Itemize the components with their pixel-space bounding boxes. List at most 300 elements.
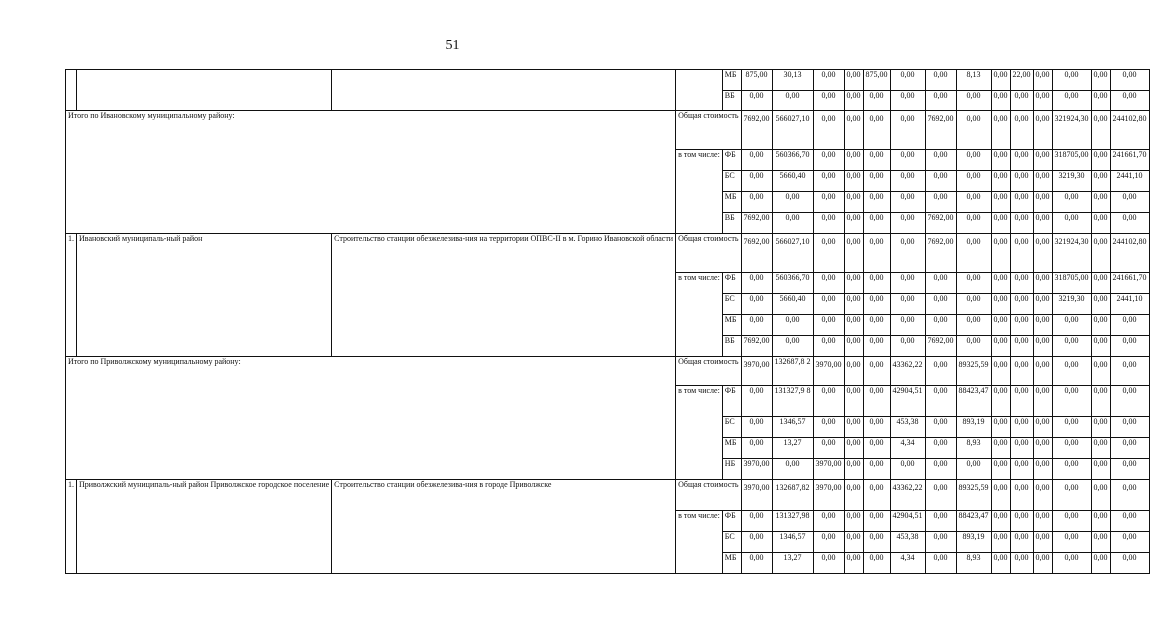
total-cost-label: Общая стоимость: [676, 357, 741, 386]
value-cell: 0,00: [1110, 553, 1149, 574]
value-cell: 132687,8 2: [772, 357, 813, 386]
value-cell: 0,00: [1010, 315, 1033, 336]
value-cell: 0,00: [844, 438, 863, 459]
section-total-label: Итого по Приволжскому муниципальному району:: [66, 357, 676, 480]
value-cell: 0,00: [1010, 336, 1033, 357]
value-cell: 0,00: [813, 294, 844, 315]
value-cell: 0,00: [1110, 511, 1149, 532]
including-label: в том числе:: [676, 511, 723, 574]
value-cell: 0,00: [1091, 315, 1110, 336]
value-cell: 7692,00: [925, 234, 956, 273]
value-cell: 0,00: [813, 532, 844, 553]
value-cell: 560366,70: [772, 150, 813, 171]
value-cell: 0,00: [956, 213, 991, 234]
value-cell: 22,00: [1010, 70, 1033, 91]
value-cell: 0,00: [1033, 438, 1052, 459]
value-cell: 0,00: [890, 150, 925, 171]
value-cell: 0,00: [890, 459, 925, 480]
value-cell: 0,00: [1033, 532, 1052, 553]
value-cell: 0,00: [956, 192, 991, 213]
value-cell: 0,00: [991, 553, 1010, 574]
value-cell: 42904,51: [890, 511, 925, 532]
value-cell: 0,00: [1052, 70, 1091, 91]
total-cost-label: Общая стоимость: [676, 111, 741, 150]
value-cell: 0,00: [741, 315, 772, 336]
value-cell: 0,00: [991, 336, 1010, 357]
value-cell: 0,00: [1052, 192, 1091, 213]
value-cell: 0,00: [1052, 438, 1091, 459]
value-cell: 0,00: [844, 70, 863, 91]
value-cell: 89325,59: [956, 357, 991, 386]
item-object: Строительство станции обезжелезива-ния в городе Приволжске: [332, 480, 676, 574]
value-cell: 0,00: [925, 91, 956, 111]
value-cell: 3219,30: [1052, 171, 1091, 192]
value-cell: 0,00: [1110, 70, 1149, 91]
value-cell: 0,00: [813, 511, 844, 532]
item-object: Строительство станции обезжелезива-ния на территории ОПВС-II в м. Горино Ивановской области: [332, 234, 676, 357]
total-cost-label: Общая стоимость: [676, 480, 741, 511]
value-cell: 2441,10: [1110, 171, 1149, 192]
value-cell: 241661,70: [1110, 150, 1149, 171]
value-cell: 0,00: [863, 294, 890, 315]
value-cell: 0,00: [1010, 192, 1033, 213]
value-cell: 0,00: [890, 171, 925, 192]
item-district: Ивановский муниципаль-ный район: [77, 234, 332, 357]
value-cell: 4,34: [890, 553, 925, 574]
value-cell: 0,00: [741, 417, 772, 438]
section-total-label: Итого по Ивановскому муниципальному району:: [66, 111, 676, 234]
value-cell: 0,00: [772, 315, 813, 336]
value-cell: 0,00: [890, 111, 925, 150]
value-cell: 0,00: [1033, 273, 1052, 294]
value-cell: 8,93: [956, 438, 991, 459]
value-cell: 0,00: [813, 192, 844, 213]
value-cell: 0,00: [863, 213, 890, 234]
value-cell: 3970,00: [813, 459, 844, 480]
value-cell: 0,00: [813, 171, 844, 192]
value-cell: 0,00: [844, 273, 863, 294]
value-cell: 0,00: [925, 315, 956, 336]
value-cell: 0,00: [1091, 234, 1110, 273]
empty-cell: [332, 70, 676, 111]
value-cell: 0,00: [991, 511, 1010, 532]
value-cell: 0,00: [844, 417, 863, 438]
value-cell: 0,00: [991, 357, 1010, 386]
value-cell: 560366,70: [772, 273, 813, 294]
value-cell: 0,00: [925, 553, 956, 574]
value-cell: 0,00: [863, 91, 890, 111]
value-cell: 0,00: [925, 386, 956, 417]
value-cell: 0,00: [1110, 192, 1149, 213]
value-cell: 43362,22: [890, 480, 925, 511]
value-cell: 0,00: [991, 91, 1010, 111]
value-cell: 0,00: [890, 192, 925, 213]
value-cell: 0,00: [991, 273, 1010, 294]
value-cell: 0,00: [813, 336, 844, 357]
value-cell: 0,00: [813, 111, 844, 150]
value-cell: 0,00: [1052, 336, 1091, 357]
value-cell: 0,00: [925, 192, 956, 213]
value-cell: 0,00: [890, 315, 925, 336]
value-cell: 0,00: [1033, 357, 1052, 386]
value-cell: 0,00: [772, 192, 813, 213]
value-cell: 0,00: [844, 532, 863, 553]
value-cell: 0,00: [991, 70, 1010, 91]
value-cell: 0,00: [1052, 357, 1091, 386]
value-cell: 0,00: [925, 480, 956, 511]
empty-cell: [66, 70, 77, 111]
value-cell: 0,00: [813, 234, 844, 273]
value-cell: 43362,22: [890, 357, 925, 386]
value-cell: 0,00: [1091, 459, 1110, 480]
value-cell: 0,00: [1091, 511, 1110, 532]
value-cell: 7692,00: [925, 111, 956, 150]
value-cell: 0,00: [1010, 553, 1033, 574]
value-cell: 0,00: [890, 234, 925, 273]
value-cell: 0,00: [991, 480, 1010, 511]
value-cell: 0,00: [1110, 438, 1149, 459]
value-cell: 566027,10: [772, 234, 813, 273]
value-cell: 0,00: [844, 459, 863, 480]
value-cell: 0,00: [741, 438, 772, 459]
value-cell: 0,00: [844, 336, 863, 357]
value-cell: 0,00: [1010, 480, 1033, 511]
value-cell: 0,00: [1091, 150, 1110, 171]
item-district: Приволжский муниципаль-ный район Приволжское городское поселение: [77, 480, 332, 574]
source-label: ФБ: [722, 386, 741, 417]
value-cell: 30,13: [772, 70, 813, 91]
value-cell: 0,00: [844, 111, 863, 150]
value-cell: 8,93: [956, 553, 991, 574]
value-cell: 0,00: [1091, 438, 1110, 459]
value-cell: 0,00: [1033, 459, 1052, 480]
value-cell: 0,00: [890, 213, 925, 234]
value-cell: 0,00: [1052, 532, 1091, 553]
value-cell: 3970,00: [813, 357, 844, 386]
value-cell: 0,00: [991, 192, 1010, 213]
value-cell: 0,00: [1033, 234, 1052, 273]
value-cell: 0,00: [1010, 417, 1033, 438]
value-cell: 0,00: [1091, 171, 1110, 192]
page-number: 51: [445, 38, 460, 53]
value-cell: 0,00: [1110, 459, 1149, 480]
value-cell: 241661,70: [1110, 273, 1149, 294]
value-cell: 0,00: [863, 438, 890, 459]
value-cell: 0,00: [1110, 315, 1149, 336]
value-cell: 0,00: [1033, 315, 1052, 336]
value-cell: 0,00: [1010, 150, 1033, 171]
empty-cell: [77, 70, 332, 111]
value-cell: 893,19: [956, 417, 991, 438]
value-cell: 0,00: [1010, 357, 1033, 386]
table-row: [66, 111, 1150, 150]
value-cell: 0,00: [863, 273, 890, 294]
value-cell: 0,00: [813, 91, 844, 111]
value-cell: 0,00: [844, 386, 863, 417]
item-number: 1.: [66, 480, 77, 574]
value-cell: 0,00: [741, 192, 772, 213]
value-cell: 0,00: [844, 91, 863, 111]
value-cell: 0,00: [1033, 70, 1052, 91]
total-cost-label: Общая стоимость: [676, 234, 741, 273]
value-cell: 0,00: [863, 357, 890, 386]
value-cell: 0,00: [1091, 357, 1110, 386]
value-cell: 453,38: [890, 532, 925, 553]
value-cell: 3970,00: [741, 480, 772, 511]
value-cell: 0,00: [844, 511, 863, 532]
value-cell: 0,00: [1091, 386, 1110, 417]
value-cell: 89325,59: [956, 480, 991, 511]
value-cell: 0,00: [1091, 70, 1110, 91]
value-cell: 0,00: [1110, 357, 1149, 386]
value-cell: 0,00: [772, 213, 813, 234]
value-cell: 3970,00: [813, 480, 844, 511]
value-cell: 0,00: [844, 357, 863, 386]
source-label: ВБ: [722, 91, 741, 111]
value-cell: 0,00: [813, 553, 844, 574]
value-cell: 0,00: [813, 438, 844, 459]
value-cell: 1346,57: [772, 417, 813, 438]
value-cell: 0,00: [1010, 91, 1033, 111]
value-cell: 0,00: [1033, 111, 1052, 150]
value-cell: 0,00: [863, 315, 890, 336]
value-cell: 0,00: [1033, 171, 1052, 192]
value-cell: 7692,00: [741, 336, 772, 357]
value-cell: 0,00: [956, 459, 991, 480]
value-cell: 0,00: [925, 357, 956, 386]
value-cell: 0,00: [890, 273, 925, 294]
value-cell: 0,00: [925, 150, 956, 171]
value-cell: 13,27: [772, 553, 813, 574]
value-cell: 566027,10: [772, 111, 813, 150]
value-cell: 3970,00: [741, 459, 772, 480]
value-cell: 0,00: [925, 417, 956, 438]
value-cell: 0,00: [991, 386, 1010, 417]
value-cell: 0,00: [991, 438, 1010, 459]
value-cell: 0,00: [1033, 511, 1052, 532]
value-cell: 88423,47: [956, 386, 991, 417]
value-cell: 0,00: [1110, 532, 1149, 553]
value-cell: 0,00: [1010, 511, 1033, 532]
value-cell: 0,00: [1010, 273, 1033, 294]
value-cell: 0,00: [1091, 91, 1110, 111]
value-cell: 0,00: [1010, 438, 1033, 459]
value-cell: 0,00: [890, 294, 925, 315]
value-cell: 0,00: [1110, 417, 1149, 438]
value-cell: 0,00: [844, 192, 863, 213]
value-cell: 0,00: [863, 192, 890, 213]
value-cell: 0,00: [991, 150, 1010, 171]
value-cell: 0,00: [890, 70, 925, 91]
value-cell: 132687,82: [772, 480, 813, 511]
value-cell: 8,13: [956, 70, 991, 91]
value-cell: 0,00: [1091, 532, 1110, 553]
table-row: [66, 480, 1150, 511]
value-cell: 5660,40: [772, 294, 813, 315]
value-cell: 0,00: [813, 315, 844, 336]
value-cell: 875,00: [741, 70, 772, 91]
value-cell: 0,00: [925, 459, 956, 480]
value-cell: 7692,00: [925, 213, 956, 234]
value-cell: 0,00: [956, 336, 991, 357]
value-cell: 0,00: [991, 111, 1010, 150]
value-cell: 0,00: [1091, 213, 1110, 234]
value-cell: 0,00: [863, 150, 890, 171]
value-cell: 0,00: [741, 511, 772, 532]
value-cell: 0,00: [863, 553, 890, 574]
value-cell: 0,00: [956, 273, 991, 294]
value-cell: 0,00: [956, 315, 991, 336]
value-cell: 0,00: [991, 417, 1010, 438]
value-cell: 0,00: [863, 532, 890, 553]
source-label: МБ: [722, 192, 741, 213]
value-cell: 0,00: [844, 480, 863, 511]
source-label: ВБ: [722, 213, 741, 234]
value-cell: 0,00: [741, 386, 772, 417]
value-cell: 0,00: [863, 234, 890, 273]
value-cell: 0,00: [1010, 459, 1033, 480]
value-cell: 0,00: [772, 336, 813, 357]
value-cell: 0,00: [991, 315, 1010, 336]
value-cell: 0,00: [813, 417, 844, 438]
source-label: МБ: [722, 438, 741, 459]
value-cell: 3970,00: [741, 357, 772, 386]
value-cell: 0,00: [1033, 417, 1052, 438]
table-row: [66, 70, 1150, 91]
source-label: БС: [722, 417, 741, 438]
value-cell: 0,00: [844, 315, 863, 336]
value-cell: 0,00: [1052, 315, 1091, 336]
value-cell: 3219,30: [1052, 294, 1091, 315]
value-cell: 0,00: [863, 511, 890, 532]
value-cell: 0,00: [844, 171, 863, 192]
value-cell: 0,00: [813, 386, 844, 417]
value-cell: 0,00: [1033, 150, 1052, 171]
value-cell: 0,00: [991, 294, 1010, 315]
value-cell: 0,00: [1033, 91, 1052, 111]
value-cell: 0,00: [1091, 192, 1110, 213]
value-cell: 0,00: [1033, 294, 1052, 315]
value-cell: 0,00: [772, 91, 813, 111]
value-cell: 0,00: [1091, 273, 1110, 294]
including-label: в том числе:: [676, 273, 723, 357]
value-cell: 0,00: [1033, 192, 1052, 213]
value-cell: 0,00: [991, 213, 1010, 234]
value-cell: 0,00: [1010, 234, 1033, 273]
value-cell: 0,00: [956, 171, 991, 192]
table-row: [66, 234, 1150, 273]
value-cell: 0,00: [741, 91, 772, 111]
value-cell: 0,00: [1033, 336, 1052, 357]
value-cell: 0,00: [1033, 480, 1052, 511]
value-cell: 0,00: [813, 213, 844, 234]
value-cell: 318705,00: [1052, 150, 1091, 171]
source-label: МБ: [722, 70, 741, 91]
source-label: ФБ: [722, 511, 741, 532]
value-cell: 0,00: [1110, 213, 1149, 234]
value-cell: 0,00: [1110, 91, 1149, 111]
value-cell: 0,00: [925, 438, 956, 459]
value-cell: 7692,00: [741, 111, 772, 150]
value-cell: 0,00: [1010, 171, 1033, 192]
value-cell: 0,00: [863, 386, 890, 417]
value-cell: 0,00: [741, 150, 772, 171]
source-label: МБ: [722, 553, 741, 574]
value-cell: 0,00: [956, 111, 991, 150]
value-cell: 0,00: [741, 553, 772, 574]
value-cell: 42904,51: [890, 386, 925, 417]
value-cell: 0,00: [991, 171, 1010, 192]
value-cell: 0,00: [991, 532, 1010, 553]
value-cell: 321924,30: [1052, 111, 1091, 150]
including-label: в том числе:: [676, 150, 723, 234]
including-label: в том числе:: [676, 386, 723, 480]
value-cell: 244102,80: [1110, 234, 1149, 273]
value-cell: 0,00: [1052, 91, 1091, 111]
value-cell: 0,00: [956, 150, 991, 171]
value-cell: 131327,9 8: [772, 386, 813, 417]
value-cell: 0,00: [1110, 336, 1149, 357]
value-cell: 0,00: [1052, 480, 1091, 511]
value-cell: 0,00: [956, 91, 991, 111]
value-cell: 0,00: [1091, 294, 1110, 315]
value-cell: 0,00: [1052, 213, 1091, 234]
value-cell: 0,00: [813, 273, 844, 294]
value-cell: 0,00: [1052, 459, 1091, 480]
source-label: ВБ: [722, 336, 741, 357]
value-cell: 0,00: [844, 234, 863, 273]
value-cell: 0,00: [1033, 213, 1052, 234]
value-cell: 0,00: [1091, 417, 1110, 438]
value-cell: 0,00: [925, 171, 956, 192]
value-cell: 0,00: [813, 70, 844, 91]
value-cell: 0,00: [890, 91, 925, 111]
value-cell: 0,00: [925, 294, 956, 315]
value-cell: 0,00: [741, 273, 772, 294]
value-cell: 244102,80: [1110, 111, 1149, 150]
value-cell: 0,00: [1010, 532, 1033, 553]
value-cell: 893,19: [956, 532, 991, 553]
value-cell: 321924,30: [1052, 234, 1091, 273]
value-cell: 0,00: [925, 532, 956, 553]
value-cell: 0,00: [863, 480, 890, 511]
value-cell: 0,00: [956, 294, 991, 315]
value-cell: 0,00: [1052, 417, 1091, 438]
value-cell: 0,00: [925, 70, 956, 91]
value-cell: 0,00: [1052, 553, 1091, 574]
value-cell: 0,00: [741, 171, 772, 192]
value-cell: 0,00: [844, 150, 863, 171]
source-label: БС: [722, 532, 741, 553]
value-cell: 0,00: [1033, 553, 1052, 574]
value-cell: 0,00: [925, 511, 956, 532]
value-cell: 318705,00: [1052, 273, 1091, 294]
value-cell: 5660,40: [772, 171, 813, 192]
value-cell: 0,00: [741, 294, 772, 315]
value-cell: 0,00: [1091, 480, 1110, 511]
value-cell: 0,00: [863, 417, 890, 438]
value-cell: 0,00: [956, 234, 991, 273]
value-cell: 0,00: [1010, 111, 1033, 150]
value-cell: 0,00: [863, 336, 890, 357]
value-cell: 88423,47: [956, 511, 991, 532]
value-cell: 0,00: [1010, 294, 1033, 315]
value-cell: 1346,57: [772, 532, 813, 553]
budget-table: [65, 69, 1150, 574]
value-cell: 0,00: [925, 273, 956, 294]
item-number: 1.: [66, 234, 77, 357]
value-cell: 0,00: [1091, 553, 1110, 574]
